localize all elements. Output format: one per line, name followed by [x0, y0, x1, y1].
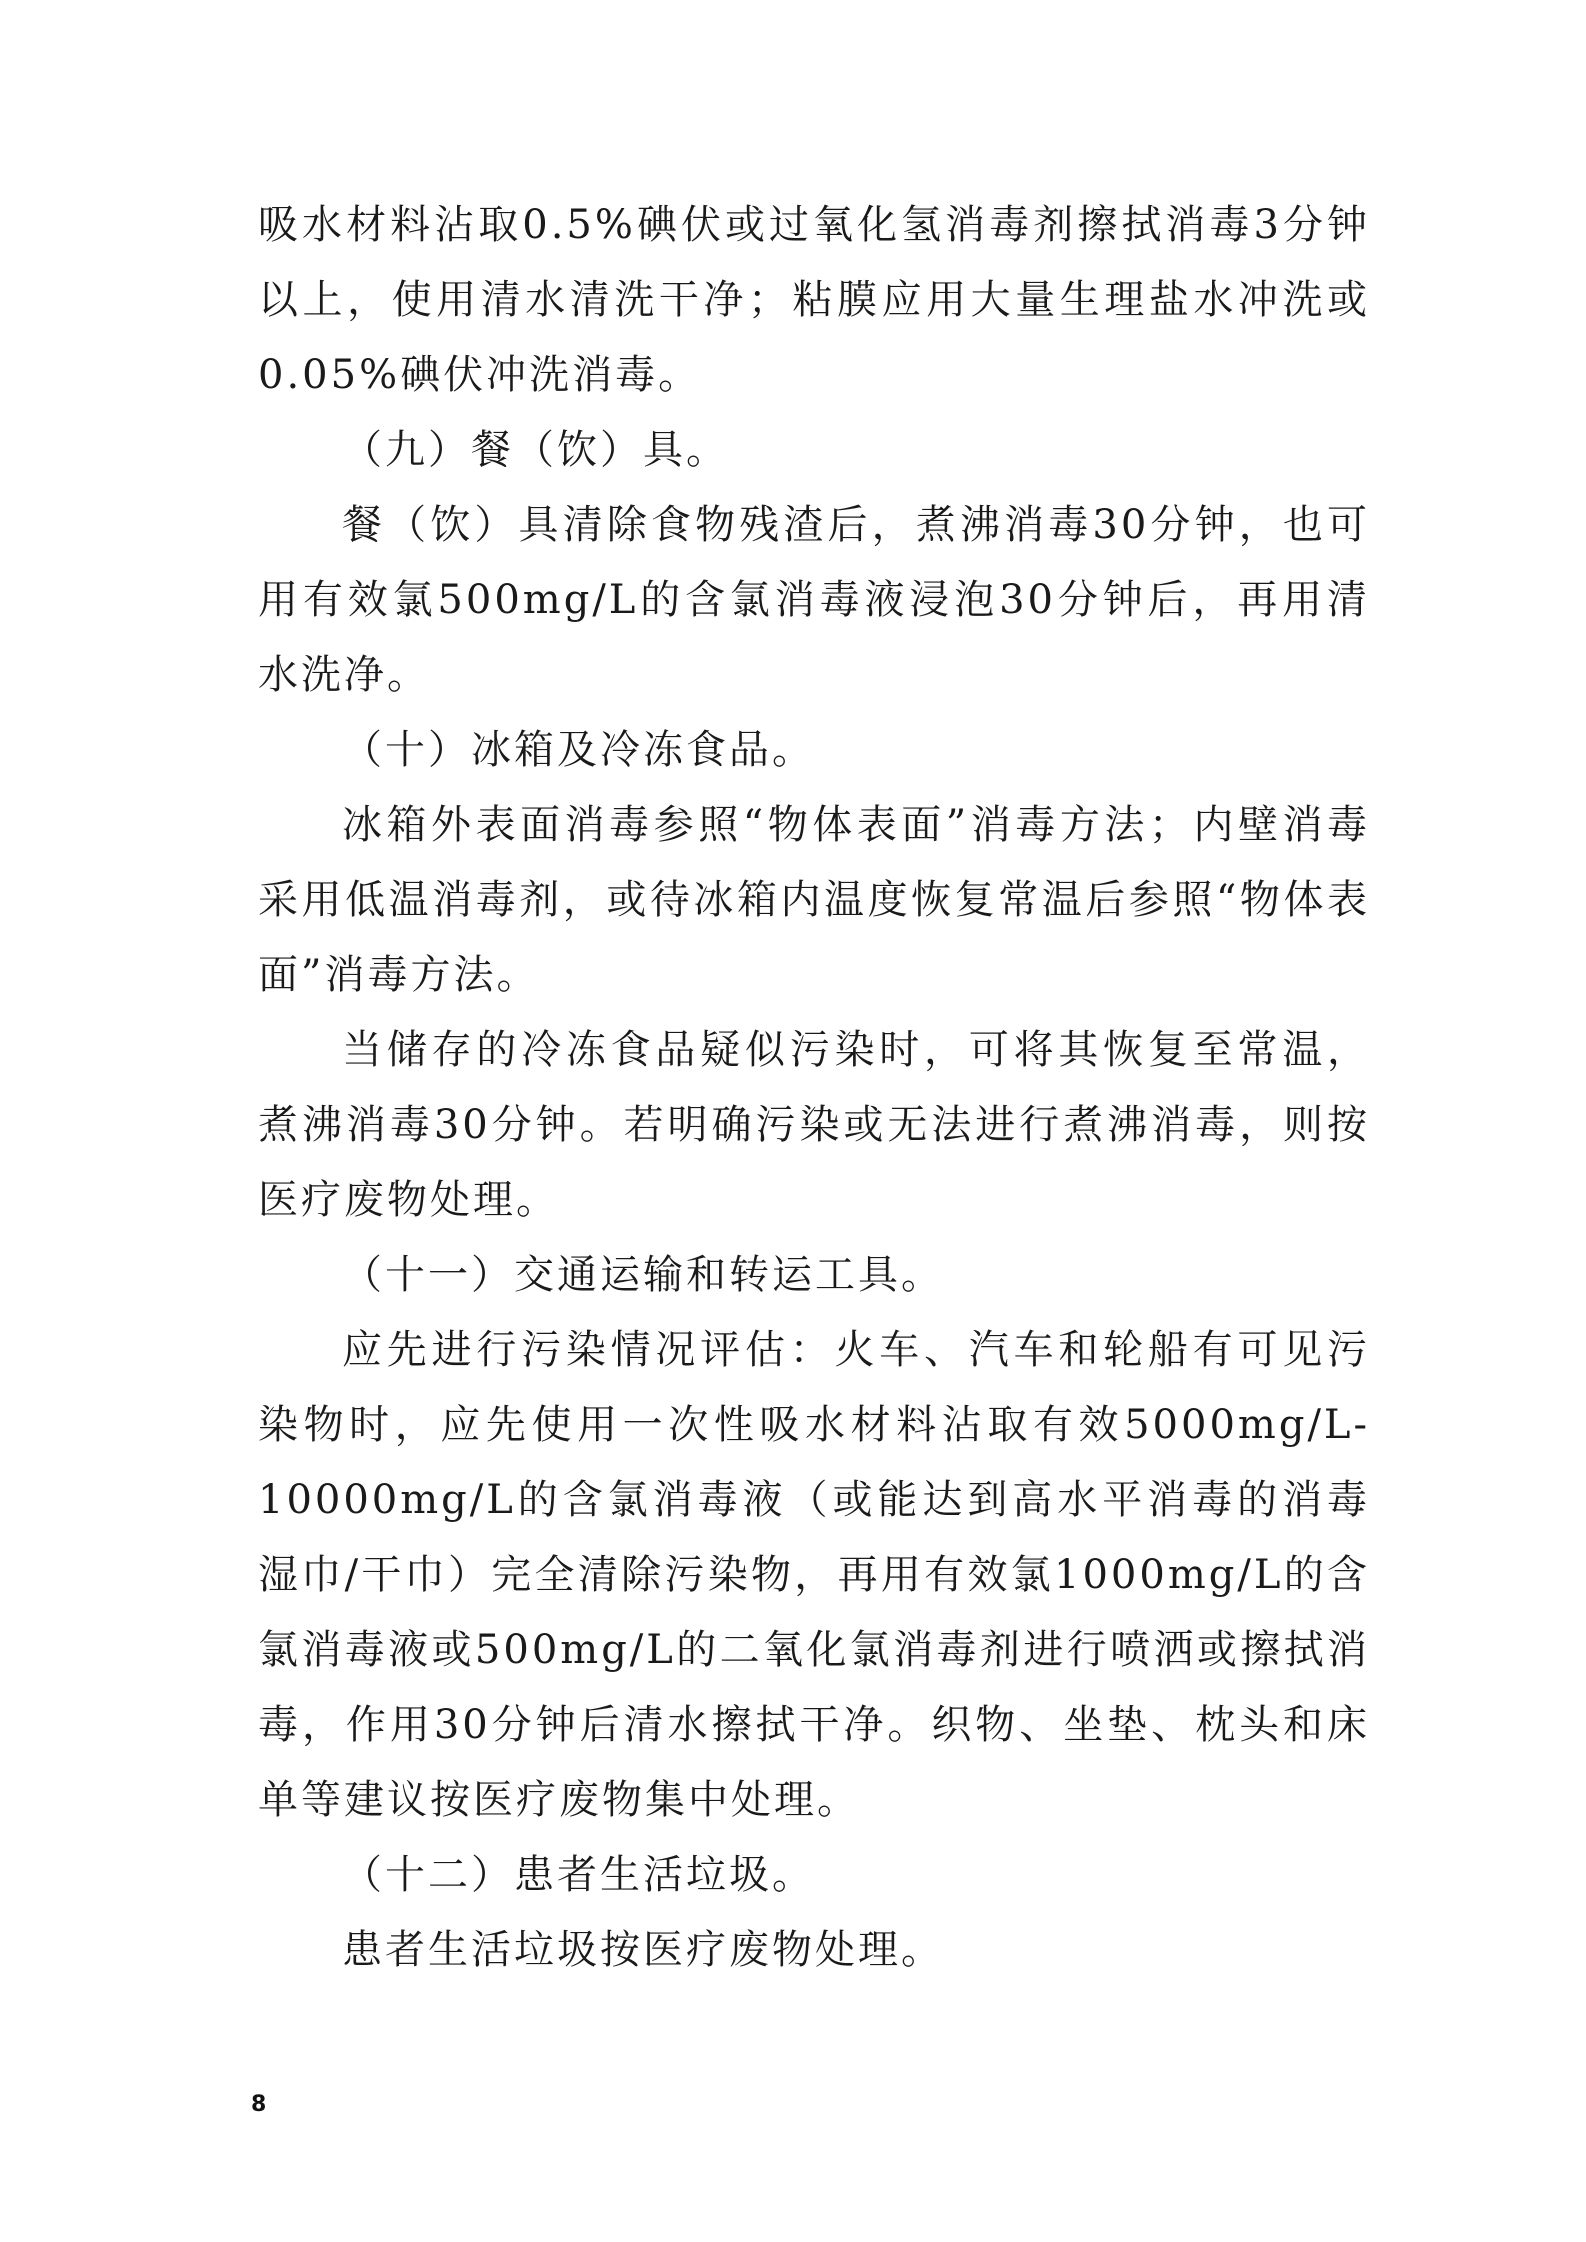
paragraph-refrigerator: 冰箱外表面消毒参照“物体表面”消毒方法；内壁消毒采用低温消毒剂，或待冰箱内温度恢复常温后参照“物体表面”消毒方法。	[258, 802, 1370, 998]
heading-patient-waste: （十二）患者生活垃圾。	[342, 1852, 815, 1898]
paragraph-frozen-food: 当储存的冷冻食品疑似污染时，可将其恢复至常温，煮沸消毒30分钟。若明确污染或无法进行煮沸消毒，则按医疗废物处理。	[258, 1027, 1370, 1223]
paragraph-patient-waste: 患者生活垃圾按医疗废物处理。	[342, 1927, 944, 1973]
heading-refrigerator: （十）冰箱及冷冻食品。	[342, 727, 815, 773]
heading-tableware: （九）餐（饮）具。	[342, 427, 729, 473]
body-text	[258, 188, 1370, 1988]
paragraph-tableware: 餐（饮）具清除食物残渣后，煮沸消毒30分钟，也可用有效氯500mg/L的含氯消毒液浸泡30分钟后，再用清水洗净。	[258, 502, 1370, 698]
paragraph-transport: 应先进行污染情况评估：火车、汽车和轮船有可见污染物时，应先使用一次性吸水材料沾取有效5000mg/L-10000mg/L的含氯消毒液（或能达到高水平消毒的消毒湿巾/干巾）完全清除污染物，再用有效氯1000mg/L的含氯消毒液或500mg/L的二氧化氯消毒剂进行喷洒或擦拭消毒，作用30分钟后清水擦拭干净。织物、坐垫、枕头和床单等建议按医疗废物集中处理。	[258, 1327, 1370, 1823]
page-number: 8	[251, 2092, 267, 2117]
heading-transport: （十一）交通运输和转运工具。	[342, 1252, 944, 1298]
paragraph-continuation: 吸水材料沾取0.5%碘伏或过氧化氢消毒剂擦拭消毒3分钟以上，使用清水清洗干净；粘膜应用大量生理盐水冲洗或0.05%碘伏冲洗消毒。	[258, 202, 1370, 398]
